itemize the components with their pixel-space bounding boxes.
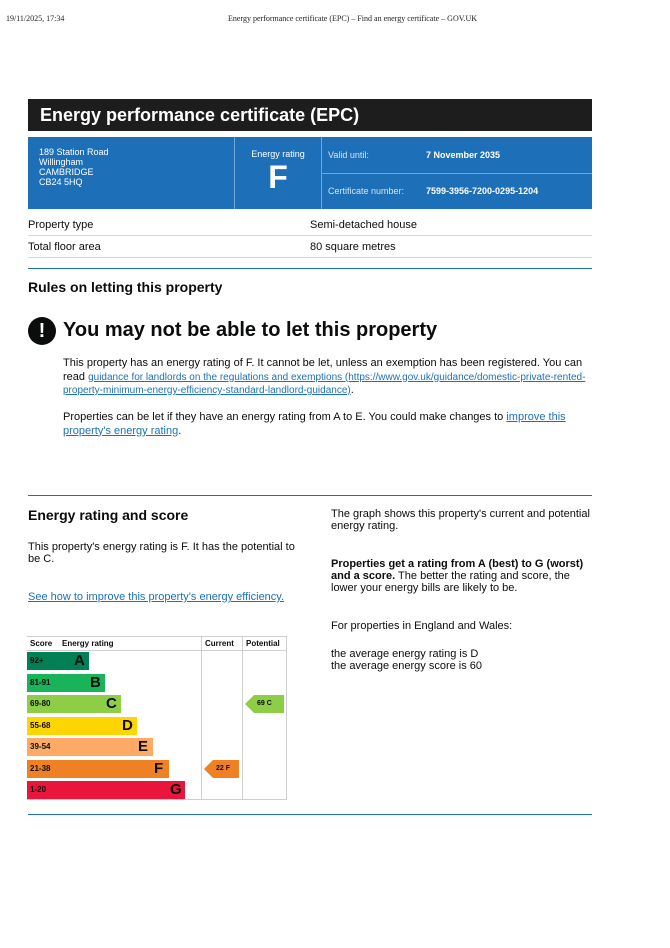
print-header	[6, 14, 664, 28]
section-divider	[28, 268, 592, 269]
landlord-guidance-link[interactable]: guidance for landlords on the regulations and exemptions (https://www.gov.uk/guidance/domestic-private-rented-property-minimum-energy-efficiency-standard-landlord-guidance)	[63, 371, 586, 396]
band-letter: C	[106, 695, 117, 712]
valid-until-row	[321, 137, 592, 174]
epc-title: Energy performance certificate (EPC)	[28, 99, 592, 131]
band-score-range: 55-68	[30, 720, 51, 730]
chart-row-line	[27, 636, 287, 637]
rating-band-d	[27, 717, 137, 735]
property-address	[39, 147, 109, 187]
band-score-range: 39-54	[30, 742, 51, 751]
improve-rating-link[interactable]: improve this property's energy rating	[63, 411, 566, 437]
chart-column-line	[242, 636, 243, 800]
band-score-range: 69-80	[30, 699, 51, 708]
chart-column-line	[201, 636, 202, 800]
band-letter: A	[74, 652, 85, 669]
letting-paragraph-2	[63, 411, 593, 438]
band-score-range: 81-91	[30, 677, 51, 687]
energy-rating-value: F	[268, 159, 288, 195]
band-letter: F	[154, 759, 164, 777]
energy-rating-chart	[27, 636, 287, 800]
average-score: the average energy score is 60	[331, 660, 483, 672]
rating-scale-text	[331, 558, 593, 594]
property-info-value: Semi-detached house	[310, 219, 418, 231]
property-info-table	[28, 214, 592, 258]
graph-description: The graph shows this property's current and potential energy rating.	[331, 508, 590, 532]
print-title: Energy performance certificate (EPC) – Find an energy certificate – GOV.UK	[228, 14, 478, 23]
rating-band-e	[27, 738, 153, 756]
potential-rating-arrow	[245, 695, 284, 713]
property-info-key: Property type	[28, 219, 94, 231]
band-letter: D	[122, 716, 133, 734]
rating-intro: This property's energy rating is F. It has the potential to be C.	[28, 541, 295, 565]
band-letter: G	[170, 781, 182, 798]
address-line: CAMBRIDGE	[39, 167, 94, 177]
chart-row-line	[27, 650, 287, 651]
address-line: Willingham	[39, 157, 84, 167]
letting-paragraph-1	[63, 357, 593, 398]
chart-header-current: Current	[205, 639, 234, 648]
property-info-row	[28, 236, 592, 258]
letting-text-end: .	[178, 424, 182, 437]
current-rating-arrow-label: 22 F	[216, 764, 231, 772]
certificate-number-row	[321, 173, 592, 209]
property-info-row	[28, 214, 592, 236]
band-score-range: 1-20	[30, 785, 47, 794]
rating-band-a	[27, 652, 89, 670]
print-date: 19/11/2025, 17:34	[6, 14, 65, 23]
certificate-number-label: Certificate number:	[328, 186, 405, 196]
chart-row-line	[27, 799, 287, 800]
band-letter: E	[138, 738, 149, 755]
current-rating-arrow	[204, 760, 239, 778]
letting-text-end: .	[350, 384, 354, 396]
letting-heading: Rules on letting this property	[28, 279, 223, 295]
band-score-range: 21-38	[30, 763, 51, 773]
rating-band-g	[27, 781, 185, 799]
valid-until-label: Valid until:	[328, 150, 369, 160]
property-info-value: 80 square metres	[310, 241, 396, 253]
potential-rating-arrow-label: 69 C	[257, 700, 272, 707]
chart-header-rating: Energy rating	[62, 639, 114, 648]
rating-scale-rest: The better the rating and score, the lower your energy bills are likely to be.	[331, 570, 570, 594]
address-line: CB24 5HQ	[39, 177, 83, 187]
warning-title: You may not be able to let this property	[63, 319, 438, 341]
letting-text: This property has an energy rating of F. It cannot be let, unless an exemption has been registered. You can read	[63, 357, 583, 383]
section-divider	[28, 495, 592, 496]
section-divider	[28, 814, 592, 815]
letting-text: Properties can be let if they have an energy rating from A to E. You could make changes to	[63, 411, 507, 423]
energy-rating-box	[234, 137, 322, 209]
chart-header-potential: Potential	[246, 639, 280, 648]
band-score-range: 92+	[30, 656, 44, 665]
region-text: For properties in England and Wales:	[331, 620, 513, 632]
rating-band-f	[27, 760, 169, 778]
average-rating: the average energy rating is D	[331, 648, 479, 660]
address-line: 189 Station Road	[39, 147, 109, 157]
warning-icon: !	[28, 317, 56, 345]
score-heading: Energy rating and score	[28, 507, 189, 523]
valid-until-value: 7 November 2035	[426, 150, 501, 160]
rating-scale-bold: Properties get a rating from A (best) to G (worst) and a score.	[331, 558, 584, 582]
energy-rating-label: Energy rating	[251, 149, 305, 159]
chart-header-score: Score	[30, 639, 53, 648]
certificate-summary	[28, 137, 592, 209]
improve-efficiency-link[interactable]: See how to improve this property's energy efficiency.	[28, 591, 285, 603]
certificate-number-value: 7599-3956-7200-0295-1204	[426, 186, 539, 196]
rating-band-b	[27, 674, 105, 692]
rating-band-c	[27, 695, 121, 713]
property-info-key: Total floor area	[28, 241, 101, 253]
chart-column-line	[286, 636, 287, 800]
band-letter: B	[90, 673, 101, 691]
